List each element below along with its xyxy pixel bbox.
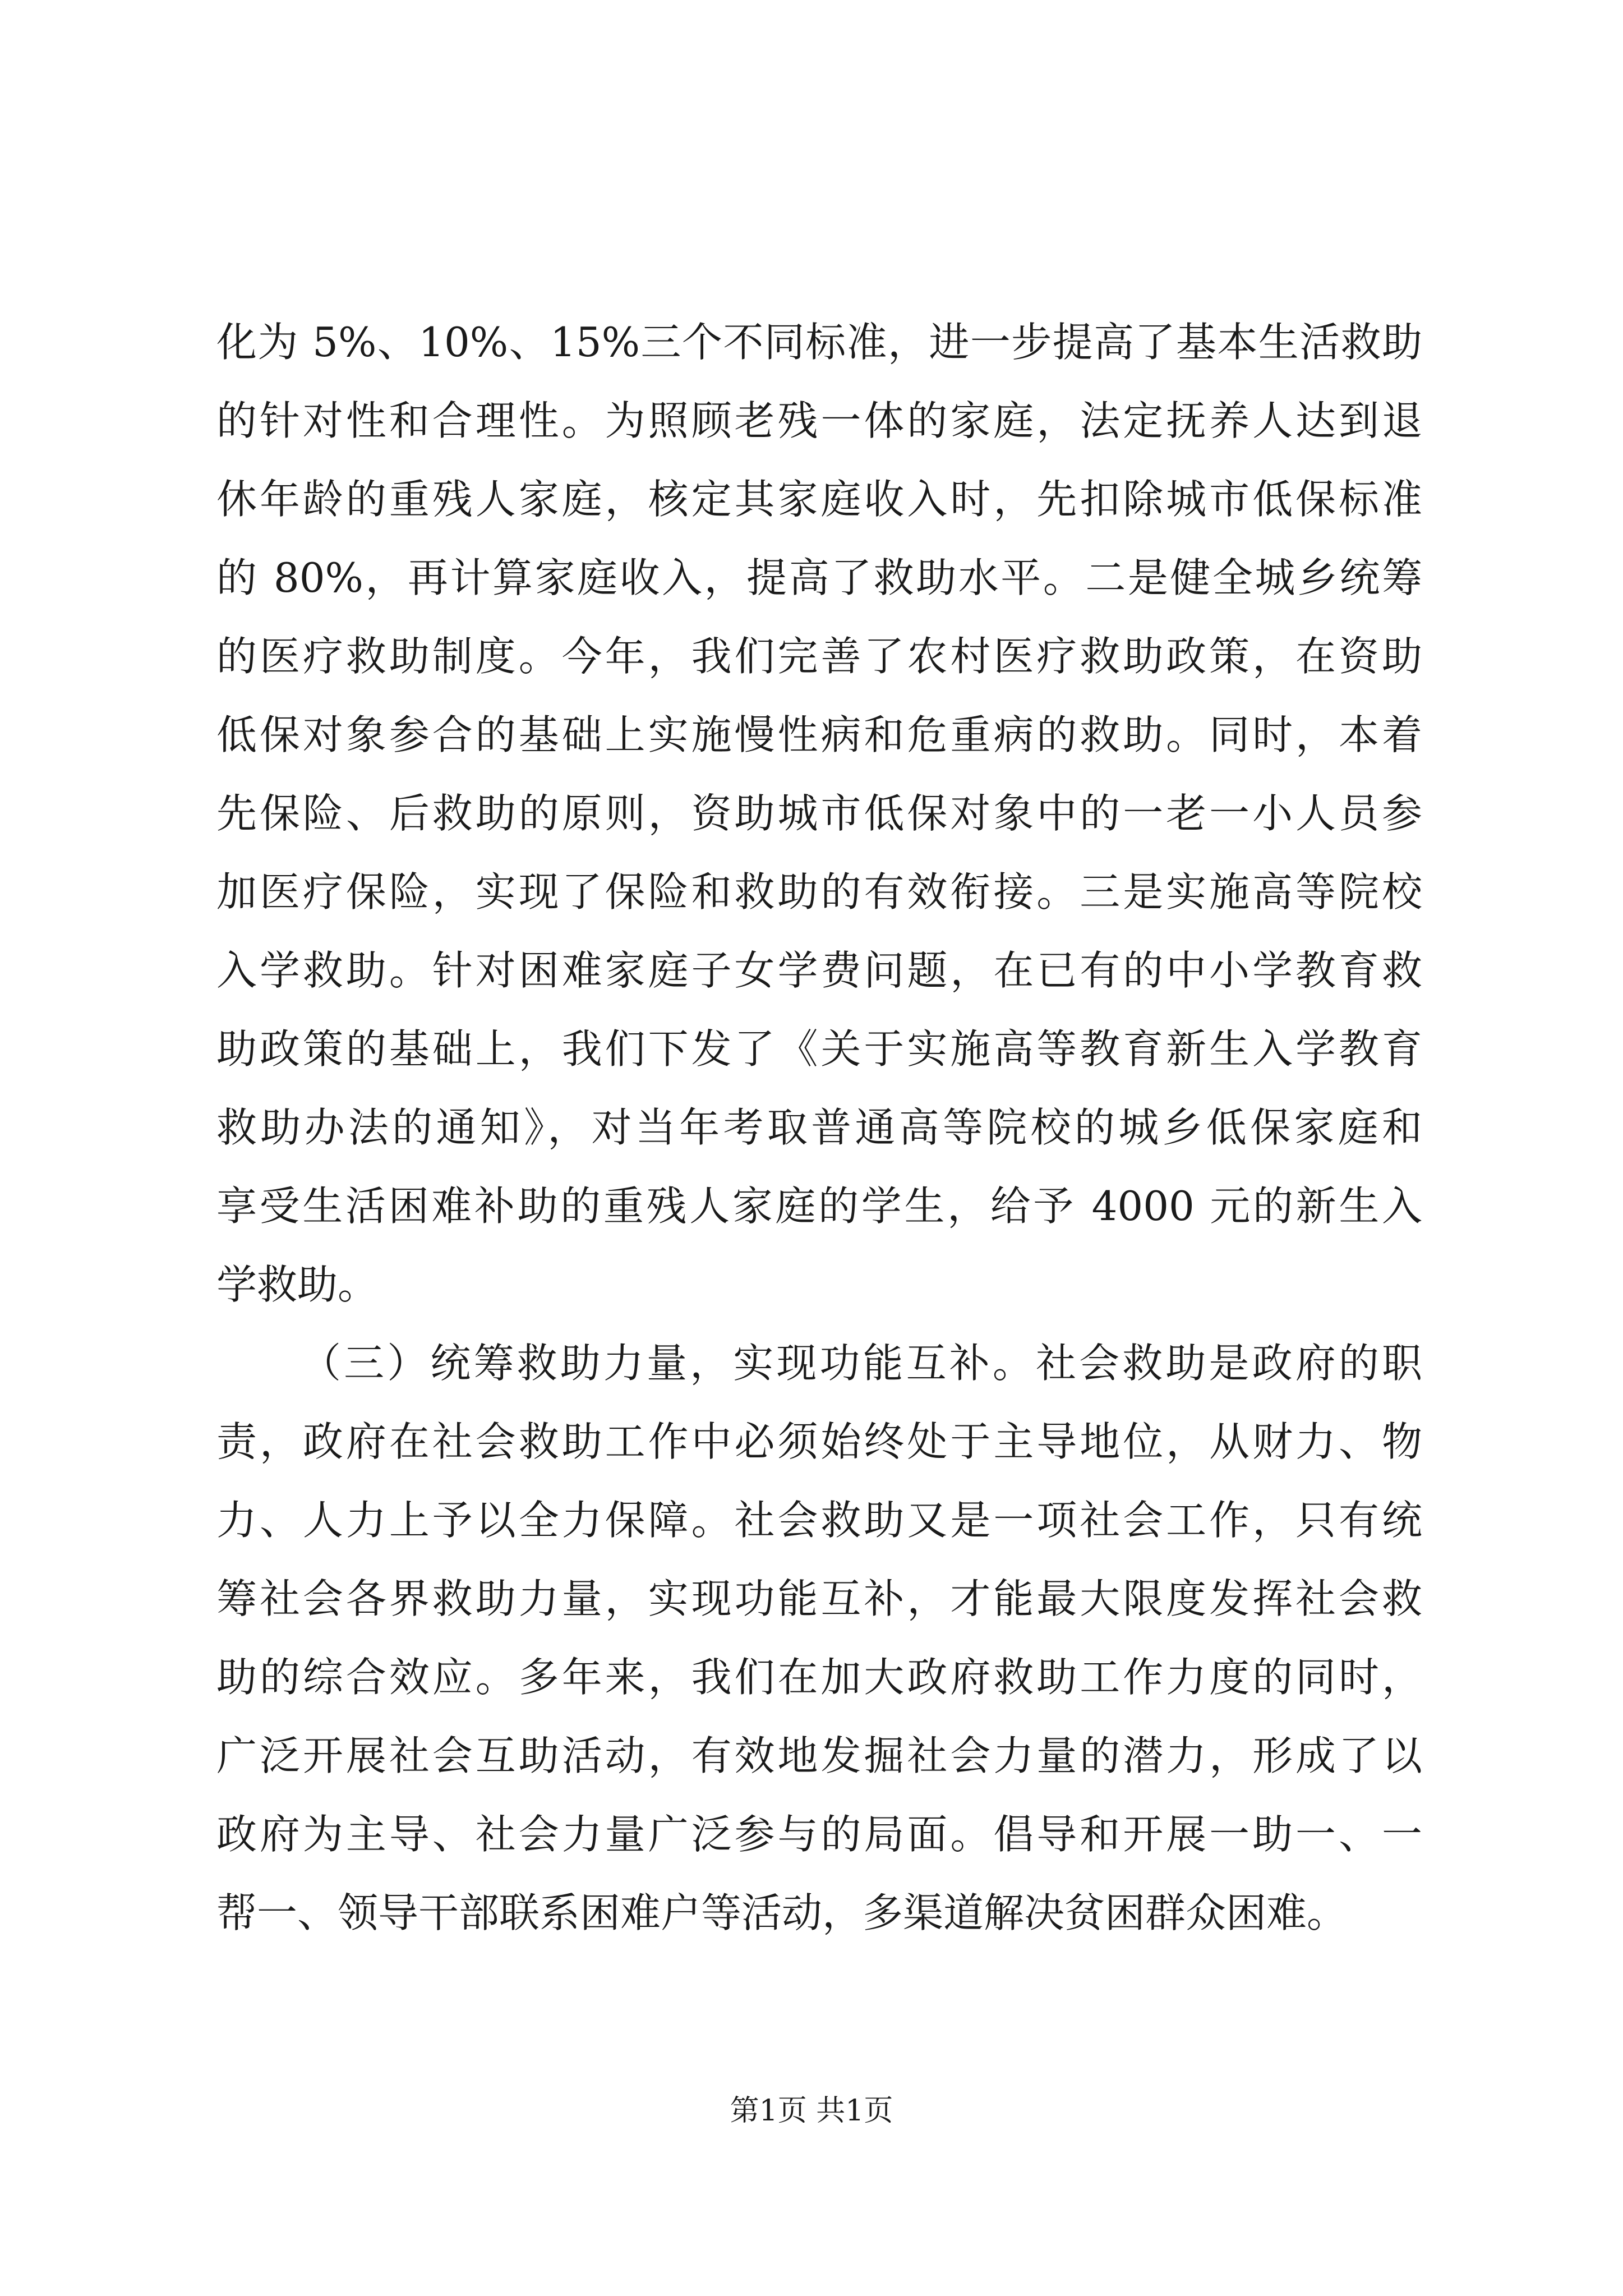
text-line: 助政策的基础上，我们下发了《关于实施高等教育新生入学教育 <box>216 1025 1422 1073</box>
page-footer: 第1页 共1页 <box>730 2094 893 2128</box>
text-line: 休年龄的重残人家庭，核定其家庭收入时，先扣除城市低保标准 <box>216 476 1422 523</box>
text-line: 助的综合效应。多年来，我们在加大政府救助工作力度的同时， <box>216 1654 1422 1701</box>
text-line: 先保险、后救助的原则，资助城市低保对象中的一老一小人员参 <box>216 790 1422 837</box>
text-line: 学救助。 <box>216 1261 379 1308</box>
text-line: 力、人力上予以全力保障。社会救助又是一项社会工作，只有统 <box>216 1497 1422 1544</box>
text-line: 的 80%，再计算家庭收入，提高了救助水平。二是健全城乡统筹 <box>216 554 1422 601</box>
text-line: 帮一、领导干部联系困难户等活动，多渠道解决贫困群众困难。 <box>216 1889 1348 1936</box>
body-text <box>216 303 1422 1952</box>
text-line: 的医疗救助制度。今年，我们完善了农村医疗救助政策，在资助 <box>216 633 1422 680</box>
text-line: 入学救助。针对困难家庭子女学费问题，在已有的中小学教育救 <box>216 947 1422 994</box>
text-line: 低保对象参合的基础上实施慢性病和危重病的救助。同时，本着 <box>216 711 1422 758</box>
text-line: 化为 5%、10%、15%三个不同标准，进一步提高了基本生活救助 <box>216 319 1422 366</box>
text-line: 享受生活困难补助的重残人家庭的学生，给予 4000 元的新生入 <box>216 1182 1422 1230</box>
text-line: 救助办法的通知》，对当年考取普通高等院校的城乡低保家庭和 <box>216 1104 1422 1151</box>
text-line: 责，政府在社会救助工作中必须始终处于主导地位，从财力、物 <box>216 1418 1422 1465</box>
text-line: （三）统筹救助力量，实现功能互补。社会救助是政府的职 <box>301 1340 1422 1387</box>
text-line: 政府为主导、社会力量广泛参与的局面。倡导和开展一助一、一 <box>216 1811 1422 1858</box>
text-line: 筹社会各界救助力量，实现功能互补，才能最大限度发挥社会救 <box>216 1575 1422 1622</box>
text-line: 加医疗保险，实现了保险和救助的有效衔接。三是实施高等院校 <box>216 868 1422 915</box>
text-line: 的针对性和合理性。为照顾老残一体的家庭，法定抚养人达到退 <box>216 397 1422 444</box>
text-line: 广泛开展社会互助活动，有效地发掘社会力量的潜力，形成了以 <box>216 1732 1422 1779</box>
